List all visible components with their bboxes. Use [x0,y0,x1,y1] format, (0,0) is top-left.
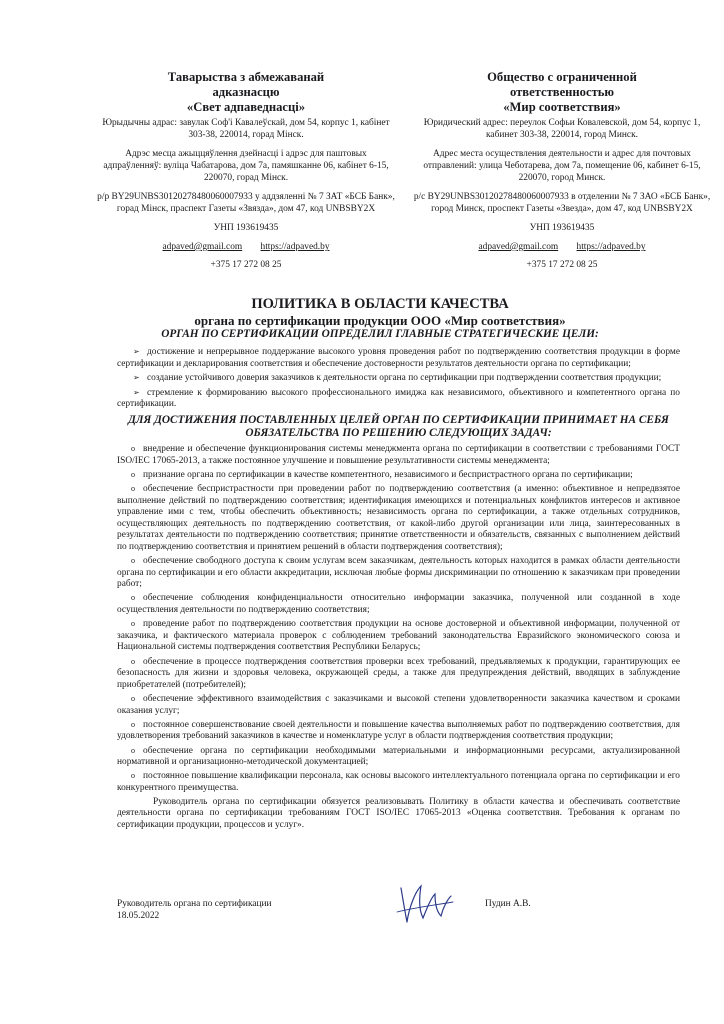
bank-details-by: р/р BY29UNBS30120278480060007933 у аддзяленні № 7 ЗАТ «БСБ Банк», горад Мінск, праспект Газеты «Звязда», дом 47, код UNBSBY2X [97,192,395,214]
postal-address-ru: Адрес места осуществления деятельности и адрес для почтовых отправлений: улица Чеботарева, дом 7а, помещение 06, кабинет 6-15, 220070, город Минск. [423,149,701,183]
org-name-ru: Общество с ограниченной ответственностью «Мир соответствия» [487,70,637,114]
duty-item: o обеспечение эффективного взаимодействия с заказчиками и высокой степени удовлетворенности заказчика качеством и сроками оказания услуг; [117,694,680,716]
duty-item: o признание органа по сертификации в качестве компетентного, независимого и беспристрастного органа по сертификации; [131,469,633,480]
org-name-by: Таварыства з абмежаванай адказнасцю «Свет адпаведнасці» [167,70,325,114]
signatory-name: Пудин А.В. [485,899,531,909]
site-link-by[interactable]: https://adpaved.by [260,242,330,252]
circle-bullet-icon: o [131,443,135,453]
contacts-ru [412,241,712,253]
arrow-bullet-icon: ➢ [133,373,140,383]
policy-body [117,346,680,831]
email-link-ru[interactable]: adpaved@gmail.com [478,242,559,252]
signature-role-block [117,898,272,922]
policy-title [60,296,700,341]
circle-bullet-icon: o [131,469,135,479]
circle-bullet-icon: o [131,771,135,781]
duty-item: o обеспечение соблюдения конфиденциальности относительно информации заказчика, полученной или созданной в ходе осуществления деятельности по подтверждению соответствия; [117,593,680,616]
duty-item: o постоянное совершенствование своей деятельности и повышение качества выполняемых работ по подтверждению соответствия, для удовлетворения требований заказчиков в качестве и номенклатуре услуг в области подтверждения соответствия продукции; [117,719,680,742]
goal-item: ➢ стремление к формированию высокого профессионального имиджа как независимого, объективного и компетентного органа по сертификации. [117,387,680,410]
bank-details-ru: р/с BY29UNBS30120278480060007933 в отделении № 7 ЗАО «БСБ Банк», город Минск, проспект Газеты «Звезда», дом 47, код UNBSBY2X [413,192,711,214]
letterhead-right [412,70,712,271]
duty-item: o обеспечение свободного доступа к своим услугам всем заказчикам, деятельность которых находится в рамках области деятельности органа по сертификации и его области аккредитации, исключая любые формы дискриминации по отношению к заказчикам при проведении работ; [117,556,680,590]
circle-bullet-icon: o [131,656,135,666]
phone-by: +375 17 272 08 25 [210,260,282,270]
arrow-bullet-icon: ➢ [133,347,140,356]
postal-address-by: Адрэс месца ажыццяўлення дзейнасці і адрэс для паштовых адпраўленняў: вуліца Чабатарова, дом 7а, памяшканне 06, кабінет 6-15, 220070, горад Мінск. [103,149,389,183]
circle-bullet-icon: o [131,619,135,629]
title-line-2: органа по сертификации продукции ООО «Мир соответствия» [194,313,566,328]
circle-bullet-icon: o [131,483,135,493]
duty-item: o внедрение и обеспечение функционирования системы менеджмента органа по сертификации в соответствии с требованиями ГОСТ ISO/IEC 17065-2013, а также постоянное улучшение и повышение результативности системы менеджмента; [117,443,680,466]
contacts-by [96,241,396,253]
handwritten-signature [395,878,455,928]
title-line-1: ПОЛИТИКА В ОБЛАСТИ КАЧЕСТВА [251,296,509,312]
duties-heading: ДЛЯ ДОСТИЖЕНИЯ ПОСТАВЛЕННЫХ ЦЕЛЕЙ ОРГАН ПО СЕРТИФИКАЦИИ ПРИНИМАЕТ НА СЕБЯ ОБЯЗАТЕЛЬСТВА ПО РЕШЕНИЮ СЛЕДУЮЩИХ ЗАДАЧ: [128,413,669,439]
site-link-ru[interactable]: https://adpaved.by [576,242,646,252]
goals-heading: ОРГАН ПО СЕРТИФИКАЦИИ ОПРЕДЕЛИЛ ГЛАВНЫЕ СТРАТЕГИЧЕСКИЕ ЦЕЛИ: [161,328,599,340]
letterhead-left [96,70,396,271]
legal-address-by: Юрыдычны адрас: завулак Соф'і Кавалеўскай, дом 54, корпус 1, кабінет 303-38, 220014, горад Мінск. [102,118,390,140]
circle-bullet-icon: o [131,719,135,729]
legal-address-ru: Юридический адрес: переулок Софьи Ковалевской, дом 54, корпус 1, кабинет 303-38, 220014, город Минск. [423,118,701,140]
unp-by: УНП 193619435 [213,223,279,233]
duty-item: o обеспечение органа по сертификации необходимыми материальными и информационными ресурсами, актуализированной нормативной и организационно-методической документацией; [117,745,680,768]
duty-item: o обеспечение в процессе подтверждения соответствия проверки всех требований, предъявляемых к продукции, гарантирующих ее безопасность для жизни и здоровья человека, окружающей среды, а также для предупреждения действий, вводящих в заблуждение приобретателей (потребителей); [117,656,680,690]
goal-item: ➢ достижение и непрерывное поддержание высокого уровня проведения работ по подтверждению соответствия продукции в форме сертификации и декларирования соответствия и обеспечение достоверности результатов деятельности органа по сертификации; [117,347,680,369]
signatory-role: Руководитель органа по сертификации [117,899,272,909]
duty-item: o постоянное повышение квалификации персонала, как основы высокого интеллектуального потенциала органа по сертификации и его конкурентного преимущества. [117,771,680,793]
circle-bullet-icon: o [131,694,135,703]
duty-item: o обеспечение беспристрастности при проведении работ по подтверждению соответствия (а именно: объективное и непредвзятое выполнение действий по подтверждению соответствия; идентификация имеющихся и потенциальных конфликтов интересов и активное управление ими с тем, чтобы обеспечить объективность; независимость органа по сертификации, а также отдельных сотрудников, осуществляющих деятельность по подтверждению соответствия, от какой-либо другой организации или лица, заинтересованных в результатах деятельности по подтверждению соответствия; принятие ответственности и обязательств, связанных с выполнением действий по подтверждению соответствия и принятием решений в области подтверждения соответствия); [117,483,680,552]
circle-bullet-icon: o [131,745,135,755]
email-link-by[interactable]: adpaved@gmail.com [162,242,243,252]
closing-paragraph: Руководитель органа по сертификации обязуется реализовывать Политику в области качества и обеспечивать соответствие деятельности органа по сертификации требованиям ГОСТ ISO/IEC 17065-2013 «Оценка соответствия. Требования к органам по сертификации продукции, процессов и услуг». [117,796,680,830]
arrow-bullet-icon: ➢ [133,387,140,397]
circle-bullet-icon: o [131,556,135,566]
goal-item: ➢ создание устойчивого доверия заказчиков к деятельности органа по сертификации при подтверждении соответствия продукции; [133,373,662,384]
circle-bullet-icon: o [131,593,135,603]
duty-item: o проведение работ по подтверждению соответствия продукции на основе достоверной и объективной информации, полученной от заказчика, и фактического материала проверок с соблюдением требований законодательства Евразийского экономического союза и Национальной системы подтверждения соответствия Республики Беларусь; [117,619,680,653]
signature-date: 18.05.2022 [117,911,160,921]
phone-ru: +375 17 272 08 25 [526,260,598,270]
unp-ru: УНП 193619435 [529,223,595,233]
